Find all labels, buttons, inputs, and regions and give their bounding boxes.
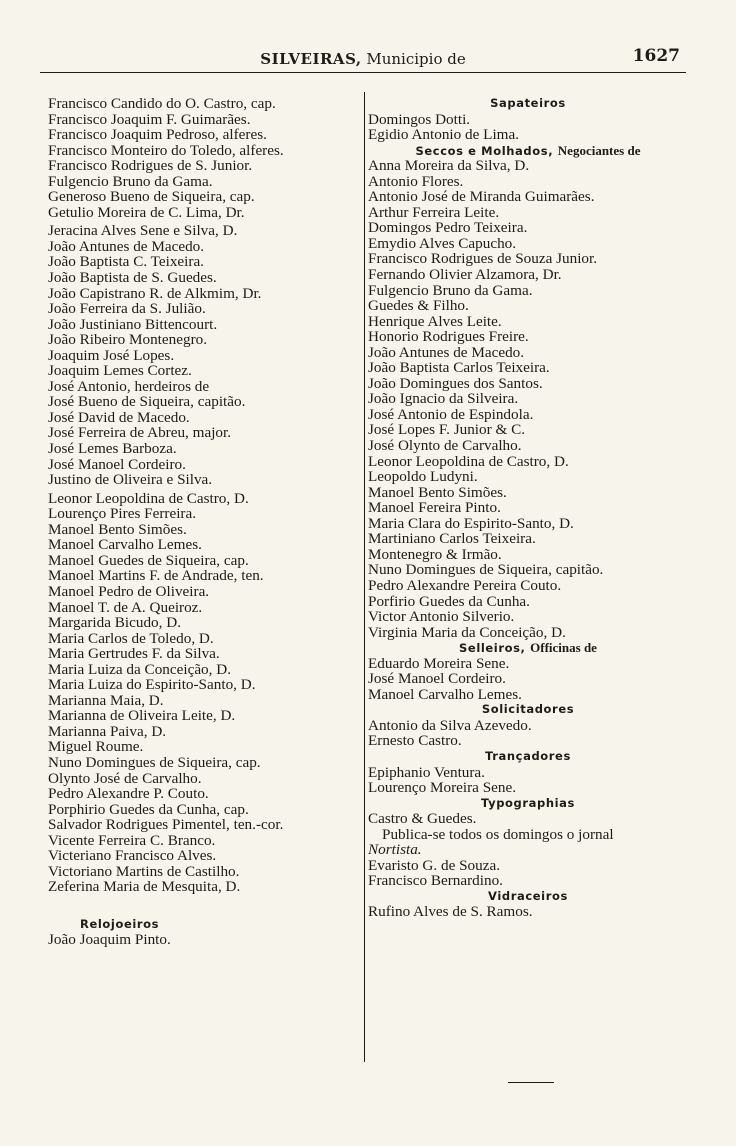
list-item: Fulgencio Bruno da Gama. [368, 281, 533, 299]
town-name: SILVEIRAS, [260, 50, 362, 68]
list-item: João Antunes de Macedo. [48, 237, 205, 255]
list-item: Maria Carlos de Toledo, D. [48, 629, 214, 647]
list-item: Generoso Bueno de Siqueira, cap. [48, 188, 255, 206]
list-item: Vicente Ferreira C. Branco. [48, 831, 216, 849]
list-item: João Ignacio da Silveira. [368, 390, 519, 408]
list-item: Maria Clara do Espirito-Santo, D. [368, 514, 574, 532]
left-entry-list [48, 96, 360, 895]
list-item: Egidio Antonio de Lima. [368, 126, 520, 144]
list-item: Castro & Guedes. [368, 810, 477, 828]
list-item: Antonio da Silva Azevedo. [368, 716, 532, 734]
list-item: Fulgencio Bruno da Gama. [48, 172, 213, 190]
list-item: Zeferina Maria de Mesquita, D. [48, 878, 241, 896]
list-item: Francisco Rodrigues de Souza Junior. [368, 250, 598, 268]
list-item: Francisco Candido do O. Castro, cap. [48, 95, 276, 112]
section-heading-trancadores: Trançadores [485, 748, 571, 763]
list-item: José Manoel Cordeiro. [48, 455, 186, 473]
list-item: João Domingues dos Santos. [368, 374, 543, 392]
list-item: Domingos Dotti. [368, 110, 471, 128]
list-item: José Antonio de Espindola. [368, 405, 534, 423]
left-column [48, 96, 360, 948]
list-item: Porphirio Guedes da Cunha, cap. [48, 800, 249, 818]
list-item: João Baptista Carlos Teixeira. [368, 359, 550, 377]
list-item: Ernesto Castro. [368, 732, 462, 750]
section-heading-relojoeiros: Relojoeiros [80, 916, 160, 931]
list-item: Martiniano Carlos Teixeira. [368, 530, 536, 548]
list-item: João Capistrano R. de Alkmim, Dr. [48, 284, 262, 302]
list-item: Francisco Rodrigues de S. Junior. [48, 157, 253, 175]
list-item: Jeracina Alves Sene e Silva, D. [48, 222, 238, 240]
list-item: José Ferreira de Abreu, major. [48, 424, 232, 442]
list-item: Rufino Alves de S. Ramos. [368, 903, 533, 921]
list-item: Nuno Domingues de Siqueira, cap. [48, 753, 261, 771]
list-item: Nuno Domingues de Siqueira, capitão. [368, 561, 604, 579]
list-item: José David de Macedo. [48, 408, 190, 426]
list-item: José Antonio, herdeiros de [48, 377, 210, 395]
list-item: Honorio Rodrigues Freire. [368, 328, 529, 346]
list-item: Eduardo Moreira Sene. [368, 654, 510, 672]
list-item: João Baptista C. Teixeira. [48, 253, 204, 271]
section-heading-typographias: Typographias [481, 795, 575, 810]
column-divider [364, 92, 365, 1062]
list-item: José Lemes Barboza. [48, 440, 177, 458]
section-heading-seccos [368, 143, 688, 159]
list-item: Manoel Martins F. de Andrade, ten. [48, 567, 264, 585]
page-number: 1627 [632, 46, 680, 66]
list-item: Margarida Bicudo, D. [48, 614, 182, 632]
list-item: Pedro Alexandre P. Couto. [48, 785, 209, 803]
list-item: Manoel Bento Simões. [368, 483, 507, 501]
list-item: Marianna Paiva, D. [48, 722, 167, 740]
seccos-title: Seccos e Molhados, [415, 143, 554, 158]
list-item: Anna Moreira da Silva, D. [368, 157, 530, 175]
list-item: João Justiniano Bittencourt. [48, 315, 218, 333]
list-item: Joaquim Lemes Cortez. [48, 362, 192, 380]
list-item: Getulio Moreira de C. Lima, Dr. [48, 203, 245, 221]
list-item: Guedes & Filho. [368, 297, 469, 315]
list-item: Manoel Pedro de Oliveira. [48, 582, 210, 600]
section-heading-vidraceiros: Vidraceiros [488, 888, 568, 903]
list-item: Manoel Carvalho Lemes. [48, 536, 202, 554]
page-header [40, 46, 686, 73]
list-item: Salvador Rodrigues Pimentel, ten.-cor. [48, 816, 284, 834]
list-item: João Ferreira da S. Julião. [48, 300, 206, 318]
seccos-subtitle: Negociantes de [557, 142, 641, 158]
list-item: Fernando Olivier Alzamora, Dr. [368, 266, 562, 284]
list-item: Antonio José de Miranda Guimarães. [368, 188, 595, 206]
list-item: José Bueno de Siqueira, capitão. [48, 393, 246, 411]
right-column [368, 96, 688, 920]
list-item: Miguel Roume. [48, 738, 144, 756]
section-heading-selleiros [368, 640, 688, 656]
list-item: José Manoel Cordeiro. [368, 670, 506, 688]
list-item: Manoel Carvalho Lemes. [368, 685, 522, 703]
list-item: Domingos Pedro Teixeira. [368, 219, 528, 237]
list-item: Epiphanio Ventura. [368, 763, 485, 781]
seccos-list [368, 158, 688, 640]
list-item: Virginia Maria da Conceição, D. [368, 623, 566, 641]
list-item: Francisco Monteiro do Toledo, alferes. [48, 141, 284, 159]
list-item: Francisco Joaquim Pedroso, alferes. [48, 126, 267, 144]
list-item: Olynto José de Carvalho. [48, 769, 202, 787]
section-heading-solicitadores: Solicitadores [481, 702, 575, 717]
newspaper-title: Nortista. [368, 841, 422, 859]
list-item: Manoel Bento Simões. [48, 520, 187, 538]
end-rule [508, 1082, 554, 1083]
list-item: Maria Gertrudes F. da Silva. [48, 645, 220, 663]
list-item: Victor Antonio Silverio. [368, 608, 515, 626]
list-item: Leonor Leopoldina de Castro, D. [48, 489, 249, 507]
list-item: Francisco Joaquim F. Guimarães. [48, 110, 251, 128]
list-item: Marianna de Oliveira Leite, D. [48, 707, 236, 725]
list-item: Victeriano Francisco Alves. [48, 847, 217, 865]
municipality-label: Municipio de [366, 50, 466, 68]
list-item: Lourenço Pires Ferreira. [48, 505, 197, 523]
list-item: João Ribeiro Montenegro. [48, 331, 208, 349]
running-title [40, 50, 686, 68]
list-item: Victoriano Martins de Castilho. [48, 862, 240, 880]
selleiros-title: Selleiros, [459, 641, 526, 656]
list-item: Montenegro & Irmão. [368, 545, 502, 563]
list-item: Leopoldo Ludyni. [368, 468, 478, 486]
spacer [48, 895, 360, 917]
list-item: João Joaquim Pinto. [48, 931, 171, 949]
list-item: Justino de Oliveira e Silva. [48, 471, 213, 489]
newspaper-note: Publica-se todos os domingos o jornal [382, 825, 614, 843]
list-item: Antonio Flores. [368, 172, 464, 190]
list-item: Manoel Guedes de Siqueira, cap. [48, 551, 249, 569]
list-item: Porfirio Guedes da Cunha. [368, 592, 530, 610]
selleiros-subtitle: Officinas de [530, 640, 597, 656]
list-item: Joaquim José Lopes. [48, 346, 175, 364]
list-item: Henrique Alves Leite. [368, 312, 502, 330]
list-item: João Antunes de Macedo. [368, 343, 525, 361]
list-item: Emydio Alves Capucho. [368, 234, 517, 252]
list-item: Marianna Maia, D. [48, 691, 164, 709]
list-item: Manoel Fereira Pinto. [368, 499, 501, 517]
list-item: Maria Luiza do Espirito-Santo, D. [48, 676, 256, 694]
list-item: José Lopes F. Junior & C. [368, 421, 525, 439]
list-item: Francisco Bernardino. [368, 872, 503, 890]
list-item: Maria Luiza da Conceição, D. [48, 660, 232, 678]
list-item: João Baptista de S. Guedes. [48, 269, 217, 287]
list-item: Lourenço Moreira Sene. [368, 779, 517, 797]
list-item: Leonor Leopoldina de Castro, D. [368, 452, 569, 470]
list-item: Pedro Alexandre Pereira Couto. [368, 576, 562, 594]
section-heading-sapateiros: Sapateiros [490, 96, 566, 110]
list-item: Evaristo G. de Souza. [368, 856, 501, 874]
list-item: Arthur Ferreira Leite. [368, 203, 500, 221]
list-item: José Olynto de Carvalho. [368, 437, 522, 455]
list-item: Manoel T. de A. Queiroz. [48, 598, 203, 616]
